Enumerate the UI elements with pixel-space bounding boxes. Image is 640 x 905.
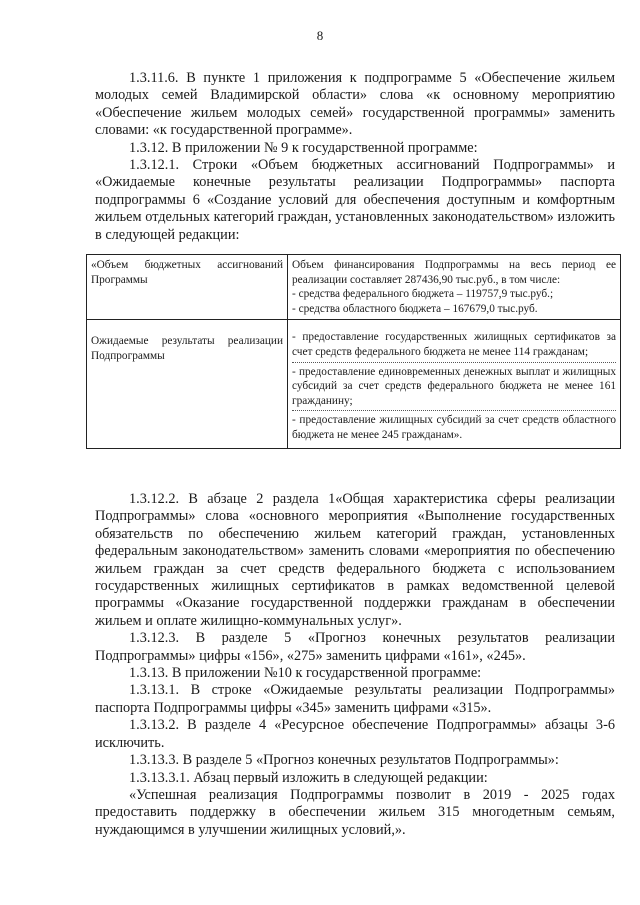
results-label-cell <box>87 320 288 448</box>
budget-line: - средства областного бюджета – 167679,0 тыс.руб. <box>292 302 538 315</box>
page-number: 8 <box>316 28 324 43</box>
table-row <box>87 255 621 320</box>
budget-label-cell <box>87 255 288 320</box>
paragraph-1-3-11-6: 1.3.11.6. В пункте 1 приложения к подпрограмме 5 «Обеспечение жильем молодых семей Владимирской области» слова «к основному мероприятию «Обеспечение жильем молодых семей» государственной программы» заменить словами: «к государственной программе». <box>95 70 615 139</box>
text-block-bottom <box>95 491 615 839</box>
text-block-top <box>95 70 615 244</box>
paragraph-1-3-13: 1.3.13. В приложении №10 к государственной программе: <box>129 665 482 682</box>
paragraph-1-3-12-1: 1.3.12.1. Строки «Объем бюджетных ассигнований Подпрограммы» и «Ожидаемые конечные результаты реализации Подпрограммы» паспорта подпрограммы 6 «Создание условий для обеспечения доступным и комфортным жильем отдельных категорий граждан, установленных законодательством» изложить в следующей редакции: <box>95 157 615 243</box>
results-label: Ожидаемые результаты реализации Подпрограммы <box>91 335 283 362</box>
subprogram-passport-table <box>86 254 621 449</box>
results-item: - предоставление жилищных субсидий за счет средств областного бюджета не менее 245 гражданам». <box>292 410 616 444</box>
results-item: - предоставление государственных жилищных сертификатов за счет средств федерального бюджета не менее 114 гражданам; <box>292 331 616 358</box>
table-row <box>87 320 621 448</box>
budget-line: - средства федерального бюджета – 119757,9 тыс.руб.; <box>292 288 554 301</box>
budget-label: «Объем бюджетных ассигнований Программы <box>91 259 283 286</box>
paragraph-1-3-13-2: 1.3.13.2. В разделе 4 «Ресурсное обеспечение Подпрограммы» абзацы 3-6 исключить. <box>95 717 615 751</box>
results-value-cell <box>288 320 621 448</box>
paragraph-1-3-12-2: 1.3.12.2. В абзаце 2 раздела 1«Общая характеристика сферы реализации Подпрограммы» слова «основного мероприятия «Выполнение государственных обязательств по обеспечению жильем категорий граждан, установленных федеральным законодательством» заменить словами «мероприятия по обеспечению жильем граждан за счет средств федерального бюджета с использованием государственных жилищных сертификатов в рамках ведомственной целевой программы «Оказание государственной поддержки гражданам в обеспечении жильем и оплате жилищно-коммунальных услуг». <box>95 491 615 629</box>
budget-value-cell <box>288 255 621 320</box>
budget-line: Объем финансирования Подпрограммы на весь период ее реализации составляет 287436,90 тыс.руб., в том числе: <box>292 259 616 286</box>
paragraph-1-3-13-1: 1.3.13.1. В строке «Ожидаемые результаты реализации Подпрограммы» паспорта Подпрограммы цифры «345» заменить цифрами «315». <box>95 682 615 716</box>
paragraph-1-3-12: 1.3.12. В приложении № 9 к государственной программе: <box>129 139 478 156</box>
results-item: - предоставление единовременных денежных выплат и жилищных субсидий за счет средств федерального бюджета не менее 161 гражданину; <box>292 362 616 411</box>
paragraph-1-3-12-3: 1.3.12.3. В разделе 5 «Прогноз конечных результатов реализации Подпрограммы» цифры «156», «275» заменить цифрами «161», «245». <box>95 630 615 664</box>
paragraph-1-3-13-3: 1.3.13.3. В разделе 5 «Прогноз конечных результатов Подпрограммы»: <box>129 752 559 769</box>
quoted-paragraph: «Успешная реализация Подпрограммы позволит в 2019 - 2025 годах предоставить поддержку в обеспечении жильем 315 многодетным семьям, нуждающимся в улучшении жилищных условий,». <box>95 786 615 838</box>
paragraph-1-3-13-3-1: 1.3.13.3.1. Абзац первый изложить в следующей редакции: <box>129 769 488 786</box>
